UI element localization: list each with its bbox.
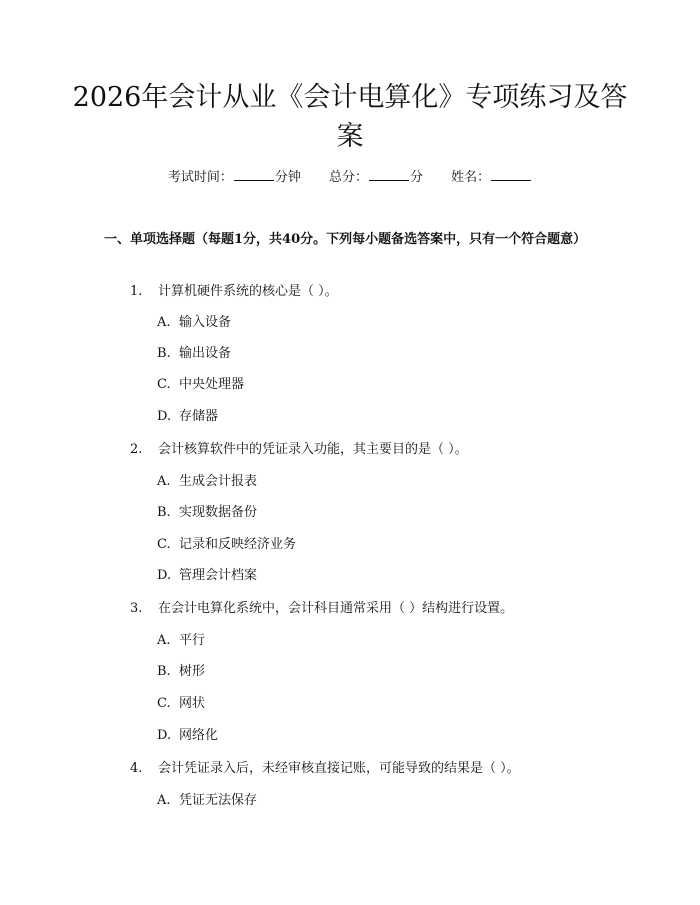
- option-letter: B.: [157, 664, 171, 679]
- option-letter: C.: [157, 377, 171, 392]
- option-letter: A.: [157, 793, 171, 808]
- option-letter: D.: [157, 728, 172, 743]
- question-2-option-b: [157, 504, 257, 522]
- option-text: 实现数据备份: [179, 505, 258, 520]
- question-3-option-a: [157, 632, 205, 650]
- total-score-label: 总分：: [328, 170, 368, 185]
- option-letter: C.: [157, 537, 171, 552]
- question-text: 会计凭证录入后，未经审核直接记账，可能导致的结果是（ ）。: [158, 761, 520, 776]
- exam-time: [168, 170, 301, 185]
- student-name-blank: [491, 168, 531, 181]
- question-number: 3.: [130, 601, 143, 616]
- total-score-unit: 分: [410, 170, 424, 185]
- question-text: 计算机硬件系统的核心是（ ）。: [158, 284, 338, 299]
- question-1: [130, 283, 338, 301]
- question-4: [130, 760, 520, 778]
- option-text: 平行: [179, 633, 206, 648]
- exam-time-label: 考试时间：: [167, 170, 233, 185]
- question-number: 1.: [130, 284, 143, 299]
- option-text: 凭证无法保存: [179, 793, 258, 808]
- option-letter: B.: [157, 346, 171, 361]
- option-text: 树形: [179, 664, 206, 679]
- student-name: [451, 170, 532, 185]
- option-text: 中央处理器: [179, 377, 245, 392]
- question-1-option-a: [157, 314, 231, 332]
- question-3: [130, 600, 513, 618]
- section-heading-single-choice: 一、单项选择题（每题1分，共40分。下列每小题备选答案中，只有一个符合题意）: [104, 232, 587, 247]
- question-text: 会计核算软件中的凭证录入功能，其主要目的是（ ）。: [158, 442, 468, 457]
- option-text: 输出设备: [179, 346, 232, 361]
- question-2-option-a: [157, 473, 257, 491]
- question-2: [130, 441, 468, 459]
- option-letter: D.: [157, 568, 172, 583]
- option-letter: A.: [157, 474, 171, 489]
- student-name-label: 姓名：: [451, 170, 491, 185]
- question-1-option-c: [157, 376, 244, 394]
- question-2-option-c: [157, 536, 296, 554]
- option-letter: A.: [157, 633, 171, 648]
- option-text: 网状: [179, 696, 206, 711]
- exam-time-unit: 分钟: [274, 170, 301, 185]
- document-title: 2026年会计从业《会计电算化》专项练习及答案: [72, 82, 628, 152]
- question-1-option-d: [157, 408, 218, 426]
- option-letter: C.: [157, 696, 171, 711]
- option-text: 记录和反映经济业务: [179, 537, 297, 552]
- option-letter: B.: [157, 505, 171, 520]
- question-2-option-d: [157, 567, 257, 585]
- option-text: 生成会计报表: [179, 474, 258, 489]
- question-3-option-d: [157, 727, 218, 745]
- question-number: 4.: [130, 761, 143, 776]
- question-1-option-b: [157, 345, 231, 363]
- option-letter: D.: [157, 409, 172, 424]
- question-4-option-a: [157, 792, 257, 810]
- option-text: 管理会计档案: [179, 568, 258, 583]
- option-text: 存储器: [179, 409, 219, 424]
- option-text: 输入设备: [179, 315, 232, 330]
- exam-info-line: [0, 168, 700, 187]
- total-score-blank: [369, 168, 409, 181]
- option-letter: A.: [157, 315, 171, 330]
- question-number: 2.: [130, 442, 143, 457]
- total-score: [329, 170, 423, 185]
- question-3-option-b: [157, 663, 205, 681]
- exam-time-blank: [234, 168, 274, 181]
- question-text: 在会计电算化系统中，会计科目通常采用（ ）结构进行设置。: [158, 601, 514, 616]
- option-text: 网络化: [179, 728, 219, 743]
- question-3-option-c: [157, 695, 205, 713]
